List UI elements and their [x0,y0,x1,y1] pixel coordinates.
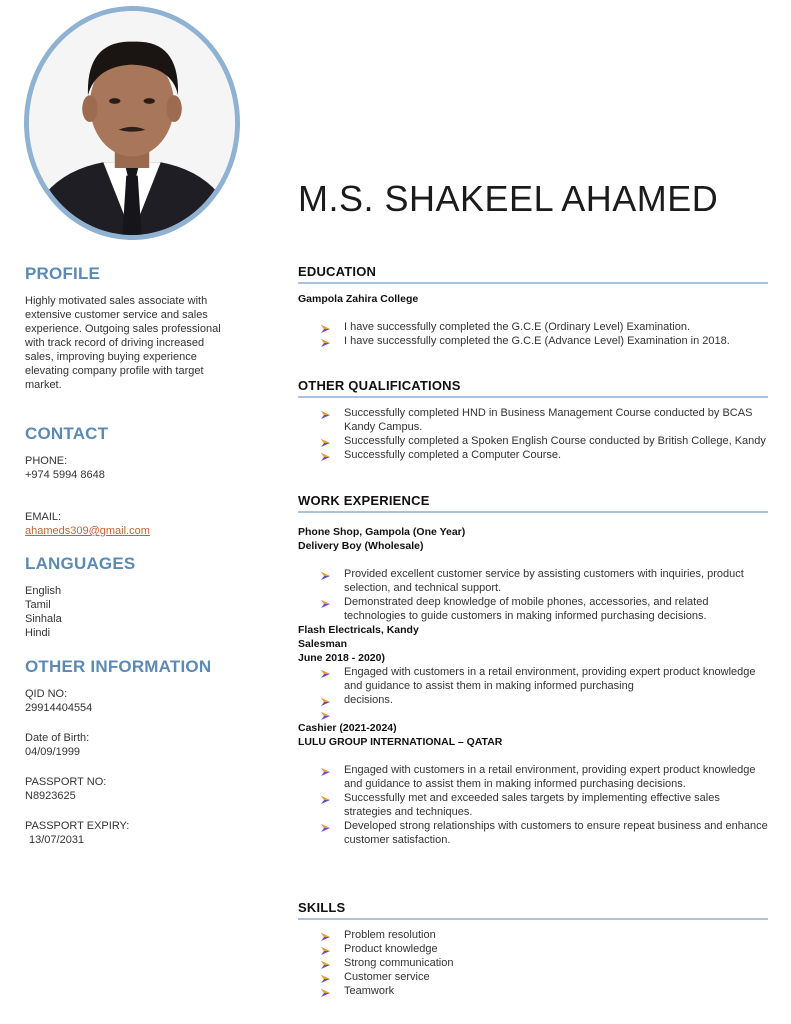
job1-company: Phone Shop, Gampola (One Year) [298,526,466,538]
phone-value: +974 5994 8648 [25,469,105,481]
dob-label: Date of Birth: [25,732,90,744]
list-item: Successfully completed a Spoken English Course conducted by British College, Kandy [298,434,768,448]
other-info-heading: OTHER INFORMATION [25,657,212,676]
list-item: Customer service [298,970,768,984]
bullet-icon [321,766,330,774]
email-link[interactable]: ahameds309@gmail.com [25,525,150,537]
languages-heading: LANGUAGES [25,554,136,573]
candidate-name: M.S. SHAKEEL AHAMED [298,178,719,219]
languages-section [25,554,255,640]
list-item: Engaged with customers in a retail environment, providing expert product knowledge and guidance to assist them in making informed purchasing decisions. [298,763,768,791]
work-section [298,493,768,847]
qualifications-section [298,378,768,462]
bullet-icon [321,931,330,939]
passport-value: N8923625 [25,790,76,802]
passport-label: PASSPORT NO: [25,776,107,788]
list-item: Developed strong relationships with customers to ensure repeat business and enhance customer satisfaction. [298,819,768,847]
list-item: Successfully completed HND in Business Management Course conducted by BCAS Kandy Campus. [298,406,768,434]
language-item: English [25,585,62,597]
list-item: Successfully met and exceeded sales targets by implementing effective sales strategies and techniques. [298,791,768,819]
profile-heading: PROFILE [25,264,101,283]
language-item: Hindi [25,627,51,639]
bullet-icon [321,570,330,578]
list-item: Problem resolution [298,928,768,942]
bullet-icon [321,668,330,676]
bullet-icon [321,696,330,704]
language-item: Tamil [25,599,51,611]
list-item: I have successfully completed the G.C.E (Advance Level) Examination in 2018. [298,334,768,348]
education-heading: EDUCATION [298,264,768,284]
bullet-icon [321,710,330,718]
skills-section [298,900,768,998]
work-heading: WORK EXPERIENCE [298,493,768,513]
profile-photo [24,6,240,240]
profile-text: Highly motivated sales associate with extensive customer service and sales experience. Outgoing sales professional with track record of driving increased sales, improving buying experience elevating company profile with target market. [25,295,221,391]
other-info-section [25,657,255,847]
list-item: Engaged with customers in a retail environment, providing expert product knowledge and guidance to assist them in making informed purchasing [298,665,768,693]
skills-heading: SKILLS [298,900,768,920]
education-section [298,264,768,348]
job2-company: Flash Electricals, Kandy [298,624,419,636]
qualifications-heading: OTHER QUALIFICATIONS [298,378,768,398]
passport-expiry-label: PASSPORT EXPIRY: [25,820,130,832]
school-name: Gampola Zahira College [298,293,419,305]
language-item: Sinhala [25,613,62,625]
bullet-icon [321,987,330,995]
left-column [0,0,268,1024]
bullet-icon [321,337,330,345]
passport-expiry-value: 13/07/2031 [29,834,85,846]
email-label: EMAIL: [25,511,62,523]
list-item: Provided excellent customer service by assisting customers with inquiries, product selection, and technical support. [298,567,768,595]
list-item: decisions. [298,693,768,707]
dob-value: 04/09/1999 [25,746,81,758]
list-item: Teamwork [298,984,768,998]
qid-value: 29914404554 [25,702,93,714]
job2-period: June 2018 - 2020) [298,652,385,664]
job2-role: Salesman [298,638,348,650]
profile-section [25,264,255,392]
list-item: Demonstrated deep knowledge of mobile phones, accessories, and related technologies to guide customers in making informed purchasing decisions. [298,595,768,623]
list-item: Strong communication [298,956,768,970]
list-item: Successfully completed a Computer Course. [298,448,768,462]
bullet-icon [321,598,330,606]
qid-label: QID NO: [25,688,68,700]
contact-heading: CONTACT [25,424,109,443]
bullet-icon [321,409,330,417]
job1-role: Delivery Boy (Wholesale) [298,540,424,552]
list-item: Product knowledge [298,942,768,956]
job3-role: Cashier (2021-2024) [298,722,397,734]
bullet-icon [321,323,330,331]
bullet-icon [321,945,330,953]
contact-section [25,424,255,538]
bullet-icon [321,794,330,802]
bullet-icon [321,822,330,830]
job3-company: LULU GROUP INTERNATIONAL – QATAR [298,736,503,748]
bullet-icon [321,437,330,445]
phone-label: PHONE: [25,455,68,467]
list-item: I have successfully completed the G.C.E (Ordinary Level) Examination. [298,320,768,334]
bullet-icon [321,959,330,967]
list-item [298,707,768,721]
bullet-icon [321,451,330,459]
bullet-icon [321,973,330,981]
